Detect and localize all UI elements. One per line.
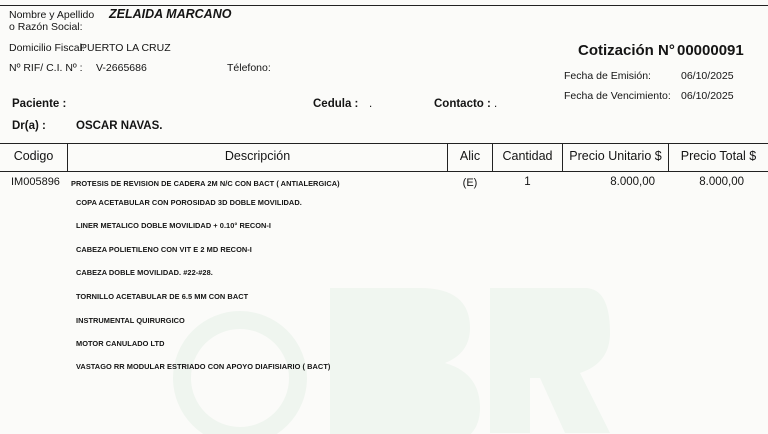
razon-label: o Razón Social: xyxy=(9,21,83,33)
nombre-value: ZELAIDA MARCANO xyxy=(109,7,232,21)
quote-title: Cotización N° xyxy=(578,42,675,59)
detail-line: MOTOR CANULADO LTD xyxy=(76,339,165,348)
detail-line: CABEZA POLIETILENO CON VIT E 2 MD RECON-I xyxy=(76,245,252,254)
col-header-precio-unitario: Precio Unitario $ xyxy=(569,149,662,163)
rif-label: Nº RIF/ C.I. Nº : xyxy=(9,62,83,74)
emision-value: 06/10/2025 xyxy=(681,70,734,82)
telefono-label: Télefono: xyxy=(227,62,271,74)
paciente-label: Paciente : xyxy=(12,98,67,110)
col-header-codigo: Codigo xyxy=(13,149,54,163)
detail-line: LINER METALICO DOBLE MOVILIDAD + 0.10° RECON-I xyxy=(76,221,272,230)
table-header-bottom-rule xyxy=(0,171,768,172)
top-border xyxy=(0,5,768,6)
col-header-descripcion: Descripción xyxy=(224,149,291,163)
detail-line: CABEZA DOBLE MOVILIDAD. #22-#28. xyxy=(76,268,213,277)
emision-label: Fecha de Emisión: xyxy=(564,70,651,82)
doctor-value: OSCAR NAVAS. xyxy=(76,120,163,132)
domicilio-value: PUERTO LA CRUZ xyxy=(80,42,171,54)
table-header-top-rule xyxy=(0,143,768,144)
vencimiento-label: Fecha de Vencimiento: xyxy=(564,90,671,102)
detail-line: COPA ACETABULAR CON POROSIDAD 3D DOBLE MOVILIDAD. xyxy=(76,198,302,207)
detail-line: INSTRUMENTAL QUIRURGICO xyxy=(76,316,185,325)
rif-value: V-2665686 xyxy=(96,62,147,74)
vencimiento-value: 06/10/2025 xyxy=(681,90,734,102)
col-header-alic: Alic xyxy=(459,149,481,163)
row-cantidad: 1 xyxy=(524,176,531,188)
quote-number: 00000091 xyxy=(677,42,744,59)
cedula-value: . xyxy=(369,98,373,110)
row-descripcion: PROTESIS DE REVISION DE CADERA 2M N/C CON BACT ( ANTIALERGICA) xyxy=(71,179,340,188)
nombre-label: Nombre y Apellido xyxy=(9,9,95,21)
contacto-label: Contacto : xyxy=(434,98,491,110)
col-header-cantidad: Cantidad xyxy=(502,149,553,163)
doctor-label: Dr(a) : xyxy=(12,120,46,132)
contacto-value: . xyxy=(494,98,498,110)
row-alic: (E) xyxy=(462,177,478,189)
detail-line: TORNILLO ACETABULAR DE 6.5 MM CON BACT xyxy=(76,292,249,301)
row-codigo: IM005896 xyxy=(11,176,60,188)
detail-line: VASTAGO RR MODULAR ESTRIADO CON APOYO DIAFISIARIO ( BACT) xyxy=(76,362,331,371)
row-precio-unitario: 8.000,00 xyxy=(610,176,655,188)
cedula-label: Cedula : xyxy=(313,98,359,110)
col-header-precio-total: Precio Total $ xyxy=(680,149,757,163)
row-precio-total: 8.000,00 xyxy=(699,176,744,188)
domicilio-label: Domicilio Fiscal: xyxy=(9,42,85,54)
